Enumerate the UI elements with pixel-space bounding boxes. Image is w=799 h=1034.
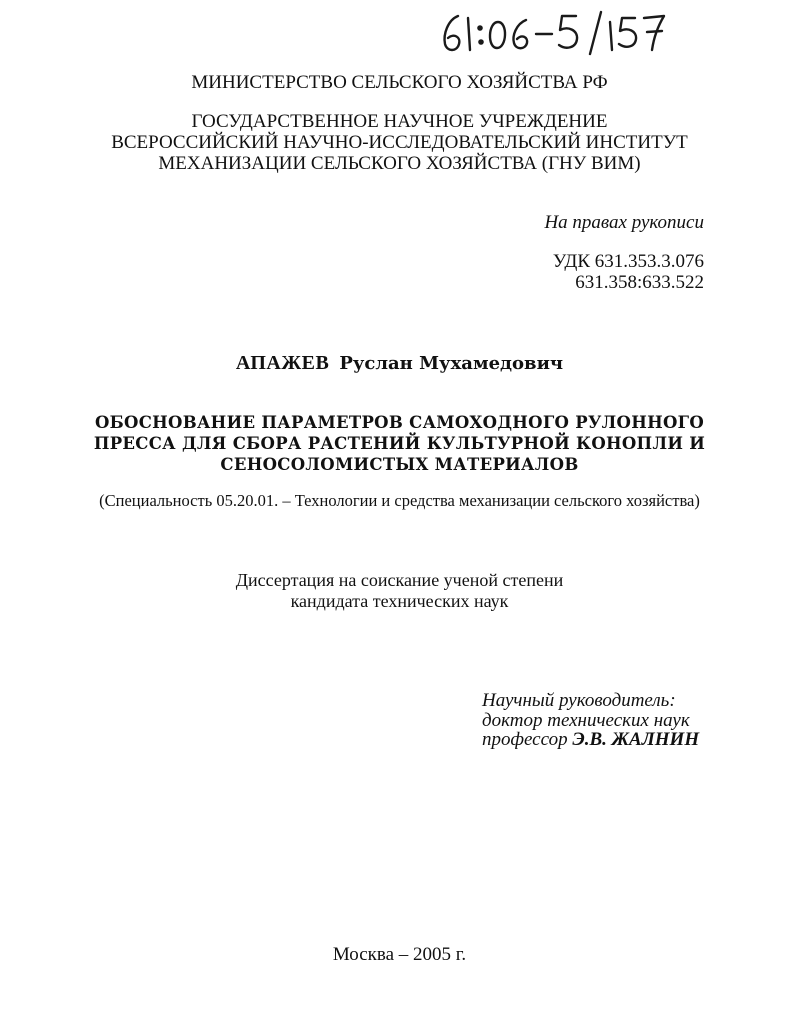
dissertation-title-line-2: ПРЕССА ДЛЯ СБОРА РАСТЕНИЙ КУЛЬТУРНОЙ КОНОПЛИ И	[93, 434, 706, 453]
handwritten-archive-code	[430, 4, 680, 60]
author-name	[0, 352, 799, 375]
advisor-title-prefix: профессор	[482, 729, 568, 750]
ministry-name: МИНИСТЕРСТВО СЕЛЬСКОГО ХОЗЯЙСТВА РФ	[191, 72, 608, 93]
institution-line-1: ГОСУДАРСТВЕННОЕ НАУЧНОЕ УЧРЕЖДЕНИЕ	[191, 111, 608, 132]
udc-code-2: 631.358:633.522	[575, 272, 704, 293]
degree-statement-line-1: Диссертация на соискание ученой степени	[235, 570, 564, 590]
dissertation-title-line-1: ОБОСНОВАНИЕ ПАРАМЕТРОВ САМОХОДНОГО РУЛОННОГО	[94, 413, 705, 432]
advisor-role: Научный руководитель:	[482, 690, 676, 711]
author-given-names: Руслан Мухамедович	[339, 353, 564, 374]
specialty-note: (Специальность 05.20.01. – Технологии и средства механизации сельского хозяйства)	[99, 491, 700, 510]
author-surname: АПАЖЕВ	[235, 352, 330, 374]
manuscript-rights-note: На правах рукописи	[544, 212, 704, 233]
udc-code-1: УДК 631.353.3.076	[552, 251, 704, 272]
advisor-degree: доктор технических наук	[482, 710, 690, 731]
advisor-title	[482, 729, 699, 750]
dissertation-title-line-3: СЕНОСОЛОМИСТЫХ МАТЕРИАЛОВ	[220, 455, 579, 474]
city-year: Москва – 2005 г.	[332, 944, 467, 965]
advisor-name: Э.В. ЖАЛНИН	[572, 729, 700, 750]
institution-line-2: ВСЕРОССИЙСКИЙ НАУЧНО-ИССЛЕДОВАТЕЛЬСКИЙ ИНСТИТУТ	[111, 132, 688, 153]
degree-statement-line-2: кандидата технических наук	[290, 591, 509, 611]
institution-line-3: МЕХАНИЗАЦИИ СЕЛЬСКОГО ХОЗЯЙСТВА (ГНУ ВИМ)	[158, 153, 641, 174]
